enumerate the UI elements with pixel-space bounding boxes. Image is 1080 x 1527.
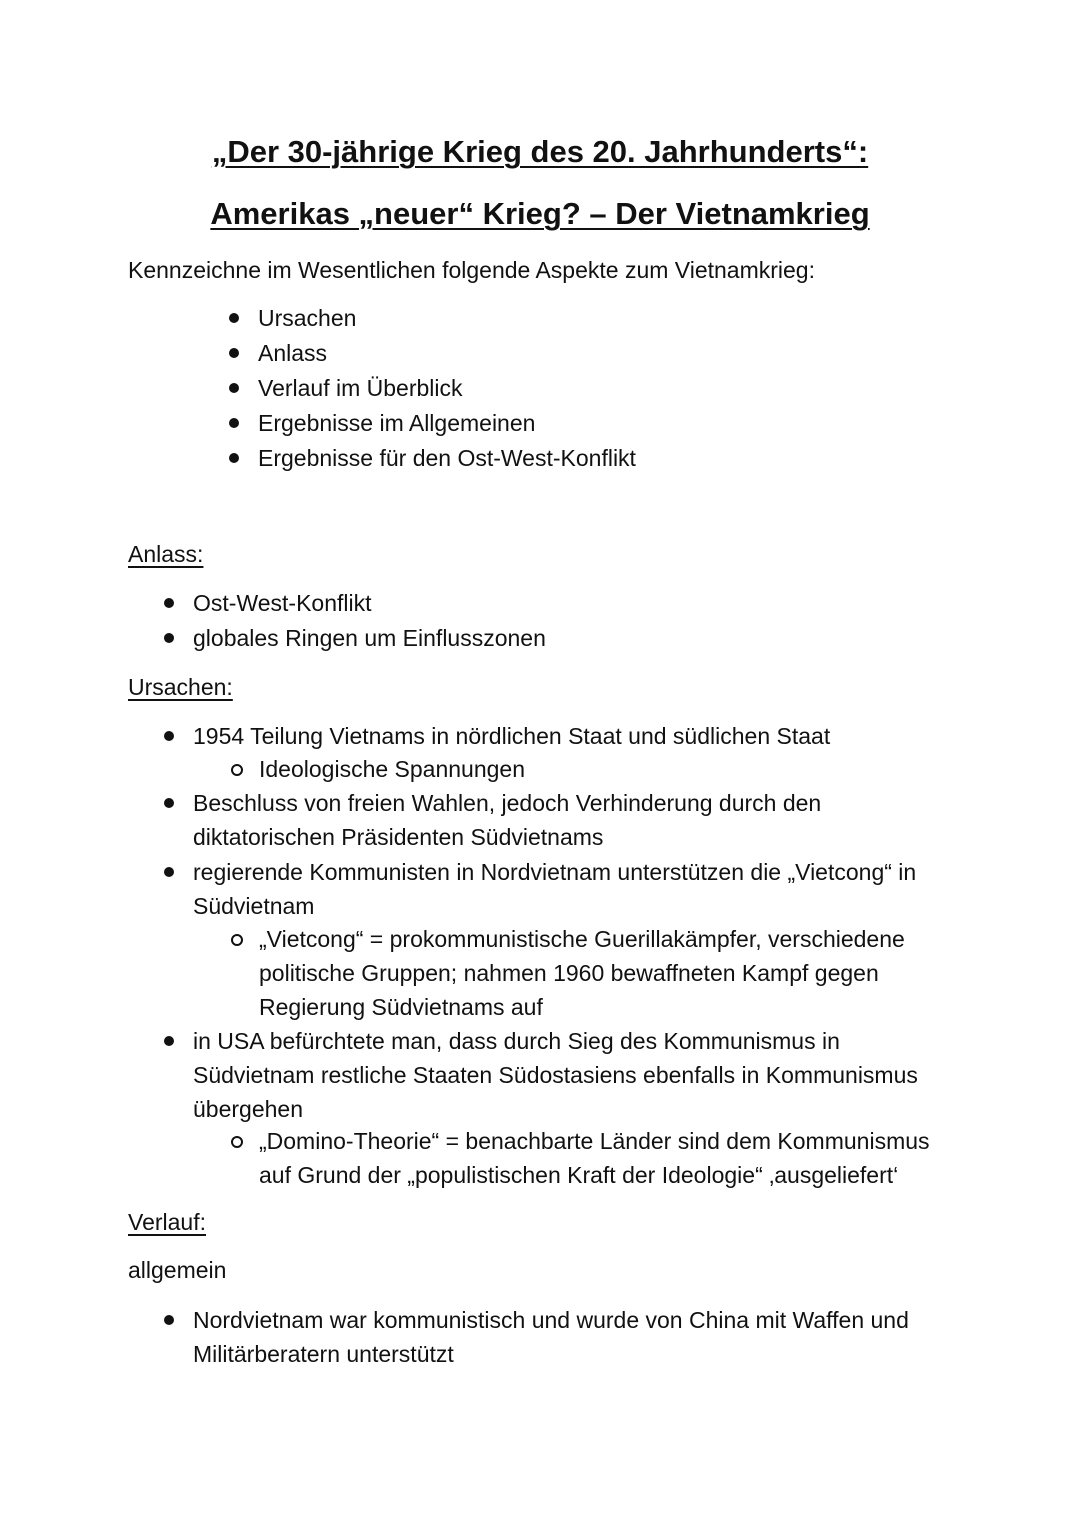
ursachen-sublist: [259, 752, 959, 786]
list-item: Ergebnisse für den Ost-West-Konflikt: [258, 441, 958, 476]
anlass-list: [193, 586, 963, 620]
list-item: regierende Kommunisten in Nordvietnam unterstützen die „Vietcong“ in Südvietnam: [193, 855, 963, 923]
list-item: Ursachen: [258, 301, 958, 336]
list-item: Beschluss von freien Wahlen, jedoch Verhinderung durch den diktatorischen Präsidenten Südvietnams: [193, 786, 853, 854]
sub-list-item: Ideologische Spannungen: [259, 752, 959, 786]
sub-list-item: „Vietcong“ = prokommunistische Guerillakämpfer, verschiedene politische Gruppen; nahmen 1960 bewaffneten Kampf gegen Regierung Südvietnams auf: [259, 922, 949, 1024]
section-heading-ursachen: Ursachen:: [128, 674, 233, 700]
task-instruction: Kennzeichne im Wesentlichen folgende Aspekte zum Vietnamkrieg:: [128, 257, 815, 283]
subsection-label-allgemein: allgemein: [128, 1257, 227, 1283]
section-heading-verlauf: Verlauf:: [128, 1209, 206, 1235]
ursachen-list: [193, 719, 963, 753]
ursachen-list: [193, 786, 853, 854]
list-item: Ost-West-Konflikt: [193, 586, 963, 620]
ursachen-list: [193, 1024, 938, 1126]
anlass-list: [193, 621, 963, 655]
list-item: Verlauf im Überblick: [258, 371, 958, 406]
list-item: Ergebnisse im Allgemeinen: [258, 406, 958, 441]
document-title-line-2: Amerikas „neuer“ Krieg? – Der Vietnamkrieg: [210, 196, 870, 231]
list-item: in USA befürchtete man, dass durch Sieg des Kommunismus in Südvietnam restliche Staaten Südostasiens ebenfalls in Kommunismus übergehen: [193, 1024, 938, 1126]
sub-list-item: „Domino-Theorie“ = benachbarte Länder sind dem Kommunismus auf Grund der „populistischen Kraft der Ideologie“ ‚ausgeliefert‘: [259, 1124, 959, 1192]
section-heading-anlass: Anlass:: [128, 541, 204, 567]
list-item: Nordvietnam war kommunistisch und wurde von China mit Waffen und Militärberatern unterstützt: [193, 1303, 953, 1371]
document-title-line-1: „Der 30-jährige Krieg des 20. Jahrhunderts“:: [211, 134, 869, 169]
ursachen-sublist: [259, 922, 949, 1024]
aspect-list: [258, 301, 958, 476]
verlauf-list: [193, 1303, 953, 1371]
ursachen-list: [193, 855, 963, 923]
ursachen-sublist: [259, 1124, 959, 1192]
list-item: Anlass: [258, 336, 958, 371]
list-item: 1954 Teilung Vietnams in nördlichen Staat und südlichen Staat: [193, 719, 963, 753]
list-item: globales Ringen um Einflusszonen: [193, 621, 963, 655]
